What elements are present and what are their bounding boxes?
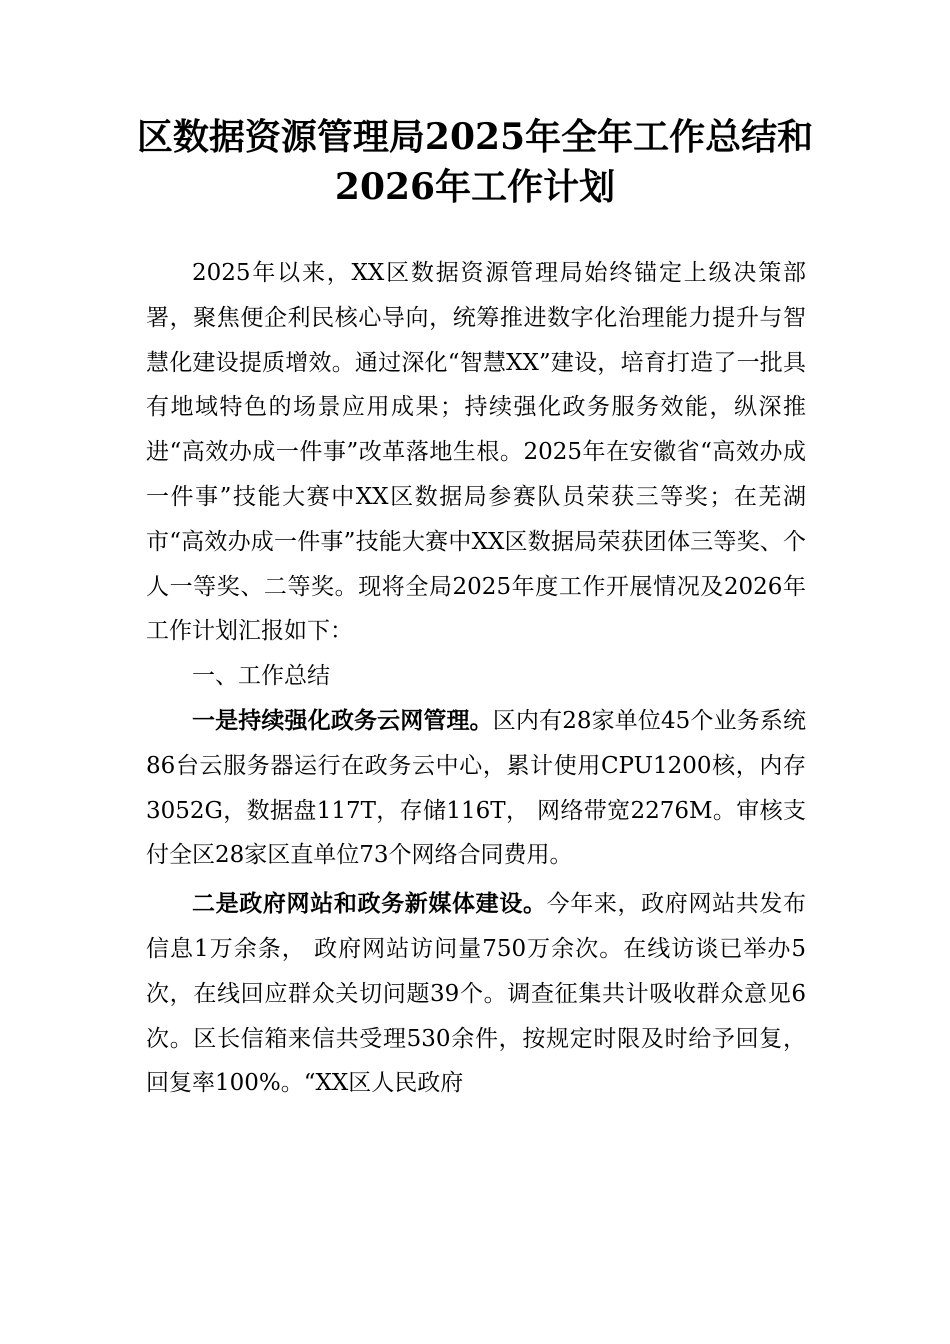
item-2-lead: 二是政府网站和政务新媒体建设。 bbox=[192, 890, 547, 918]
title-line-2: 2026年工作计划 bbox=[334, 166, 616, 208]
item-2-body: 今年来，政府网站共发布信息1万余条， 政府网站访问量750万余次。在线访谈已举办5次，在线回应群众关切问题39个。调查征集共计吸收群众意见6次。区长信箱来信共受理530余件，按规定时限及时给予回复，回复率100%。“XX区人民政府 bbox=[146, 891, 807, 1097]
item-2-paragraph bbox=[146, 882, 806, 1106]
item-1-lead: 一是持续强化政务云网管理。 bbox=[192, 706, 493, 734]
section-heading-work-summary: 一、工作总结 bbox=[192, 663, 330, 690]
document-body bbox=[146, 251, 806, 1106]
item-1-body: 区内有28家单位45个业务系统86台云服务器运行在政务云中心，累计使用CPU1200核，内存3052G，数据盘117T，存储116T， 网络带宽2276M。审核支付全区28家区直单位73个网络合同费用。 bbox=[146, 707, 806, 869]
title-line-1: 区数据资源管理局2025年全年工作总结和 bbox=[136, 116, 814, 158]
intro-paragraph: 2025年以来，XX区数据资源管理局始终锚定上级决策部署，聚焦便企利民核心导向，统筹推进数字化治理能力提升与智慧化建设提质增效。通过深化“智慧XX”建设，培育打造了一批具有地域特色的场景应用成果；持续强化政务服务效能，纵深推进“高效办成一件事”改革落地生根。2025年在安徽省“高效办成一件事”技能大赛中XX区数据局参赛队员荣获三等奖；在芜湖市“高效办成一件事”技能大赛中XX区数据局荣获团体三等奖、个人一等奖、二等奖。现将全局2025年度工作开展情况及2026年工作计划汇报如下： bbox=[146, 260, 806, 645]
document-title bbox=[120, 112, 830, 212]
item-1-paragraph bbox=[146, 699, 806, 878]
